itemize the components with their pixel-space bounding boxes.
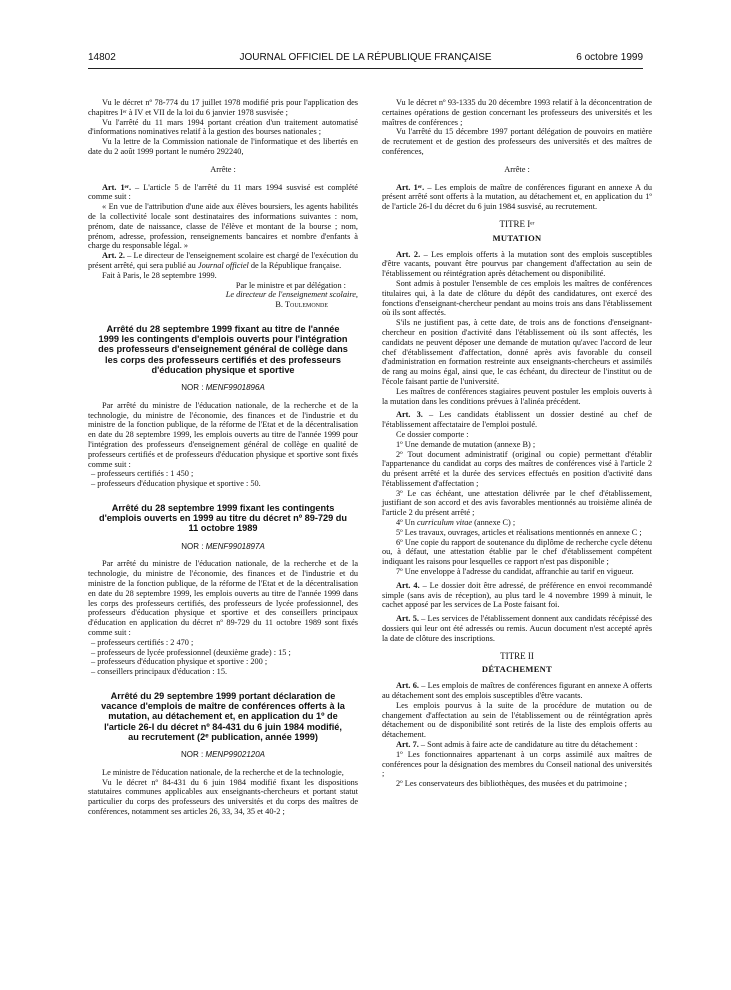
paragraph: Vu l'arrêté du 15 décembre 1997 portant délégation de pouvoirs en matière de recrutement et de gestion des professeurs des universités et des maîtres de conférences, [382, 127, 652, 156]
paragraph: Le ministre de l'éducation nationale, de la recherche et de la technologie, [102, 767, 344, 777]
decree-title: Arrêté du 28 septembre 1999 fixant les contingents d'emplois ouverts en 1999 au titre du décret nº 89-729 du 11 octobre 1989 [98, 502, 348, 534]
list-item: – professeurs d'éducation physique et sportive : 50. [91, 479, 261, 489]
paragraph: Vu le décret nº 78-774 du 17 juillet 1978 modifié pris pour l'application des chapitres Iᵉʳ à IV et VII de la loi du 6 janvier 1978 susvisée ; [88, 98, 358, 117]
article-label: Art. 3. [396, 410, 423, 420]
issue-date: 6 octobre 1999 [576, 52, 643, 63]
article-6: Art. 6. – Les emplois de maîtres de conférences figurant en annexe A offerts au détachement sont des emplois susceptibles d'être vacants. [382, 681, 652, 701]
paragraph: S'ils ne justifient pas, à cette date, de trois ans de fonctions d'enseignant-chercheur en position d'activité dans l'établissement où ils sont affectés, les candidats ne peuvent déposer une demande de mutation qu'avec l'accord de leur chef d'établissement d'affectation, donné après avis favorable du conseil d'administration en formation restreinte aux enseignants-chercheurs et assimilés de rang au moins égal, ainsi que, le cas échéant, du directeur de l'institut ou de l'école faisant partie de l'université. [382, 318, 652, 386]
nor-reference: NOR : MENF9901896A [181, 382, 265, 392]
left-column [88, 98, 358, 817]
paragraph: Ce dossier comporte : [396, 429, 469, 439]
article-2: Art. 2. – Les emplois offerts à la mutation sont des emplois susceptibles d'être vacants, pouvant être pourvus par changement d'affectation au sein de l'établissement ou réintégration après détachement ou disponibilité. [382, 249, 652, 279]
list-item: – professeurs certifiés : 1 450 ; [91, 469, 194, 479]
arrete-heading: Arrête : [504, 164, 530, 174]
paragraph: Sont admis à postuler l'ensemble de ces emplois les maîtres de conférences titulaires qui, à la date de clôture du dépôt des candidatures, ont exercé des fonctions d'enseignant-chercheur pendant au moins trois ans dans l'établissement où ils sont affectés. [382, 278, 652, 318]
article-label: Art. 1ᵉʳ. [396, 182, 425, 192]
list-item: 2º Les conservateurs des bibliothèques, des musées et du patrimoine ; [396, 779, 627, 789]
paragraph: Les emplois pourvus à la suite de la procédure de mutation ou de changement d'affectation au sein de l'établissement ou de réintégration après détachement ou de disponibilité sont retirés de la liste des emplois offerts au détachement. [382, 700, 652, 740]
quote-paragraph: « En vue de l'attribution d'une aide aux élèves boursiers, les agents habilités de la collectivité locale sont destinataires des informations suivantes : nom, prénom, date de naissance, classe de l'élève et montant de la bourse ; nom, prénom, adresse, profession, renseignements bancaires et nombre d'enfants à charge du responsable légal. » [88, 202, 358, 251]
article-1: Art. 1ᵉʳ. – Les emplois de maître de conférences figurant en annexe A du présent arrêté sont offerts à la mutation, au détachement et, en application du 1º de l'article 26-I du décret du 6 juin 1984 susvisé, au recrutement. [382, 182, 653, 212]
list-item: 6º Une copie du rapport de soutenance du diplôme de recherche cycle détenu ou, à défaut, une attestation établie par le chef d'établissement compétent indiquant les raisons pour lesquelles ce rapport n'est pas disponible ; [382, 537, 652, 567]
paragraph: Par arrêté du ministre de l'éducation nationale, de la recherche et de la technologie, du ministre de l'économie, des finances et de l'industrie et du ministre de la fonction publique, de la réforme de l'Etat et de la décentralisation en date du 28 septembre 1999, les emplois ouverts au titre de l'année 1999 dans les corps des professeurs certifiés, des professeurs de lycée professionnel, des professeurs d'éducation physique et sportive et des conseillers principaux d'éducation en application du décret nº 89-729 du 11 octobre 1989 sont fixés comme suit : [88, 559, 358, 637]
right-column [382, 98, 652, 789]
arrete-heading: Arrête : [210, 164, 236, 174]
article-2: Art. 2. – Le directeur de l'enseignement scolaire est chargé de l'exécution du présent arrêté, qui sera publié au Journal officiel de la République française. [88, 251, 358, 270]
article-label: Art. 2. [396, 249, 421, 259]
list-item: – conseillers principaux d'éducation : 15. [91, 667, 228, 677]
article-7: Art. 7. – Sont admis à faire acte de candidature au titre du détachement : [396, 740, 638, 750]
list-item: 2º Tout document administratif (original ou copie) permettant d'établir l'appartenance du candidat au corps des maîtres de conférences visé à l'article 2 du présent arrêté et la durée des services effectués en position d'activité dans l'établissement d'affectation ; [382, 449, 652, 488]
decree-title: Arrêté du 28 septembre 1999 fixant au titre de l'année 1999 les contingents d'emplois ouverts pour l'intégration des professeurs d'enseignement général de collège dans les corps des professeurs certifiés et des professeurs d'éducation physique et sportive [98, 323, 348, 375]
nor-reference: NOR : MENP9902120A [180, 749, 266, 759]
titre-heading: TITRE II [500, 650, 534, 661]
list-item: 7º Une enveloppe à l'adresse du candidat, affranchie au tarif en vigueur. [396, 567, 634, 577]
list-item: – professeurs certifiés : 2 470 ; [91, 637, 194, 647]
list-item: 5º Les travaux, ouvrages, articles et réalisations mentionnés en annexe C ; [396, 527, 642, 537]
paragraph: Vu l'arrêté du 11 mars 1994 portant création d'un traitement automatisé d'informations nominatives relatif à la gestion des bourses nationales ; [88, 117, 358, 137]
article-5: Art. 5. – Les services de l'établissement donnent aux candidats récépissé des dossiers qui leur ont été adressés ou remis. Aucun document n'est accepté après la date de clôture des inscriptions. [382, 614, 653, 643]
article-label: Art. 7. [396, 740, 419, 750]
titre-name: DÉTACHEMENT [481, 664, 553, 675]
titre-heading: TITRE Iᵉʳ [499, 218, 535, 229]
article-4: Art. 4. – Le dossier doit être adressé, de préférence en envoi recommandé simple (sans avis de réception), au plus tard le 4 novembre 1999 à minuit, le cachet apposé par les services de La Poste faisant foi. [382, 580, 653, 610]
list-item: 4º Un curriculum vitae (annexe C) ; [396, 518, 516, 528]
paragraph: Vu le décret nº 84-431 du 6 juin 1984 modifié fixant les dispositions statutaires communes applicables aux enseignants-chercheurs et portant statut particulier du corps des professeurs des universités et du corps des maîtres de conférences, notamment ses articles 26, 33, 34, 35 et 40-2 ; [88, 777, 358, 816]
list-item: 1º Une demande de mutation (annexe B) ; [396, 439, 536, 449]
paragraph: Vu le décret nº 93-1335 du 20 décembre 1993 relatif à la déconcentration de certaines opérations de gestion concernant les professeurs des universités et les maîtres de conférences ; [382, 98, 652, 127]
journal-title: JOURNAL OFFICIEL DE LA RÉPUBLIQUE FRANÇAISE [239, 52, 492, 63]
article-3: Art. 3. – Les candidats établissent un dossier destiné au chef de l'établissement affectataire de l'emploi postulé. [382, 410, 652, 430]
article-label: Art. 6. [396, 681, 419, 691]
list-item: – professeurs d'éducation physique et sportive : 200 ; [91, 657, 268, 667]
list-item: – professeurs de lycée professionnel (deuxième grade) : 15 ; [91, 647, 291, 657]
nor-reference: NOR : MENF9901897A [181, 541, 265, 551]
article-label: Art. 4. [396, 580, 420, 590]
list-item: 3º Le cas échéant, une attestation délivrée par le chef d'établissement, justifiant de son accord et des avis favorables mentionnés au troisième alinéa de l'article 2 du présent arrêté ; [382, 488, 652, 518]
decree-title: Arrêté du 29 septembre 1999 portant déclaration de vacance d'emplois de maître de conférences offerts à la mutation, au détachement et, en application du 1º de l'article 26-I du décret nº 84-431 du 6 juin 1984 modifié, au recrutement (2ᵉ publication, année 1999) [101, 690, 345, 742]
paragraph: Vu la lettre de la Commission nationale de l'informatique et des libertés en date du 2 août 1999 portant le numéro 292240, [88, 137, 358, 156]
paragraph: Par arrêté du ministre de l'éducation nationale, de la recherche et de la technologie, du ministre de l'économie, des finances et de l'industrie et du ministre de la fonction publique, de la réforme de l'Etat et de la décentralisation en date du 28 septembre 1999, les emplois ouverts au titre de l'année 1999 pour l'intégration des professeurs d'enseignement général de collège en qualité de professeurs certifiés et de professeurs d'éducation physique et sportive sont fixés comme suit : [88, 400, 358, 469]
page-number: 14802 [88, 52, 116, 63]
signature-role: Le directeur de l'enseignement scolaire, [225, 290, 358, 300]
signing-place-date: Fait à Paris, le 28 septembre 1999. [102, 270, 217, 280]
article-label: Art. 2. [102, 251, 125, 261]
signature-line: Par le ministre et par délégation : [235, 280, 346, 290]
article-label: Art. 5. [396, 614, 419, 624]
page-header [88, 52, 643, 66]
header-rule [88, 68, 643, 69]
paragraph: Les maîtres de conférences stagiaires peuvent postuler les emplois ouverts à la mutation dans les conditions prévues à l'alinéa précédent. [382, 386, 652, 406]
article-1: Art. 1ᵉʳ. – L'article 5 de l'arrêté du 11 mars 1994 susvisé est complété comme suit : [88, 182, 358, 202]
titre-name: MUTATION [492, 232, 542, 243]
list-item: 1º Les fonctionnaires appartenant à un corps assimilé aux maîtres de conférences pour la désignation des membres du Conseil national des universités ; [382, 749, 652, 779]
article-label: Art. 1ᵉʳ. [102, 182, 132, 192]
signature-name: B. Toulemonde [275, 300, 328, 310]
